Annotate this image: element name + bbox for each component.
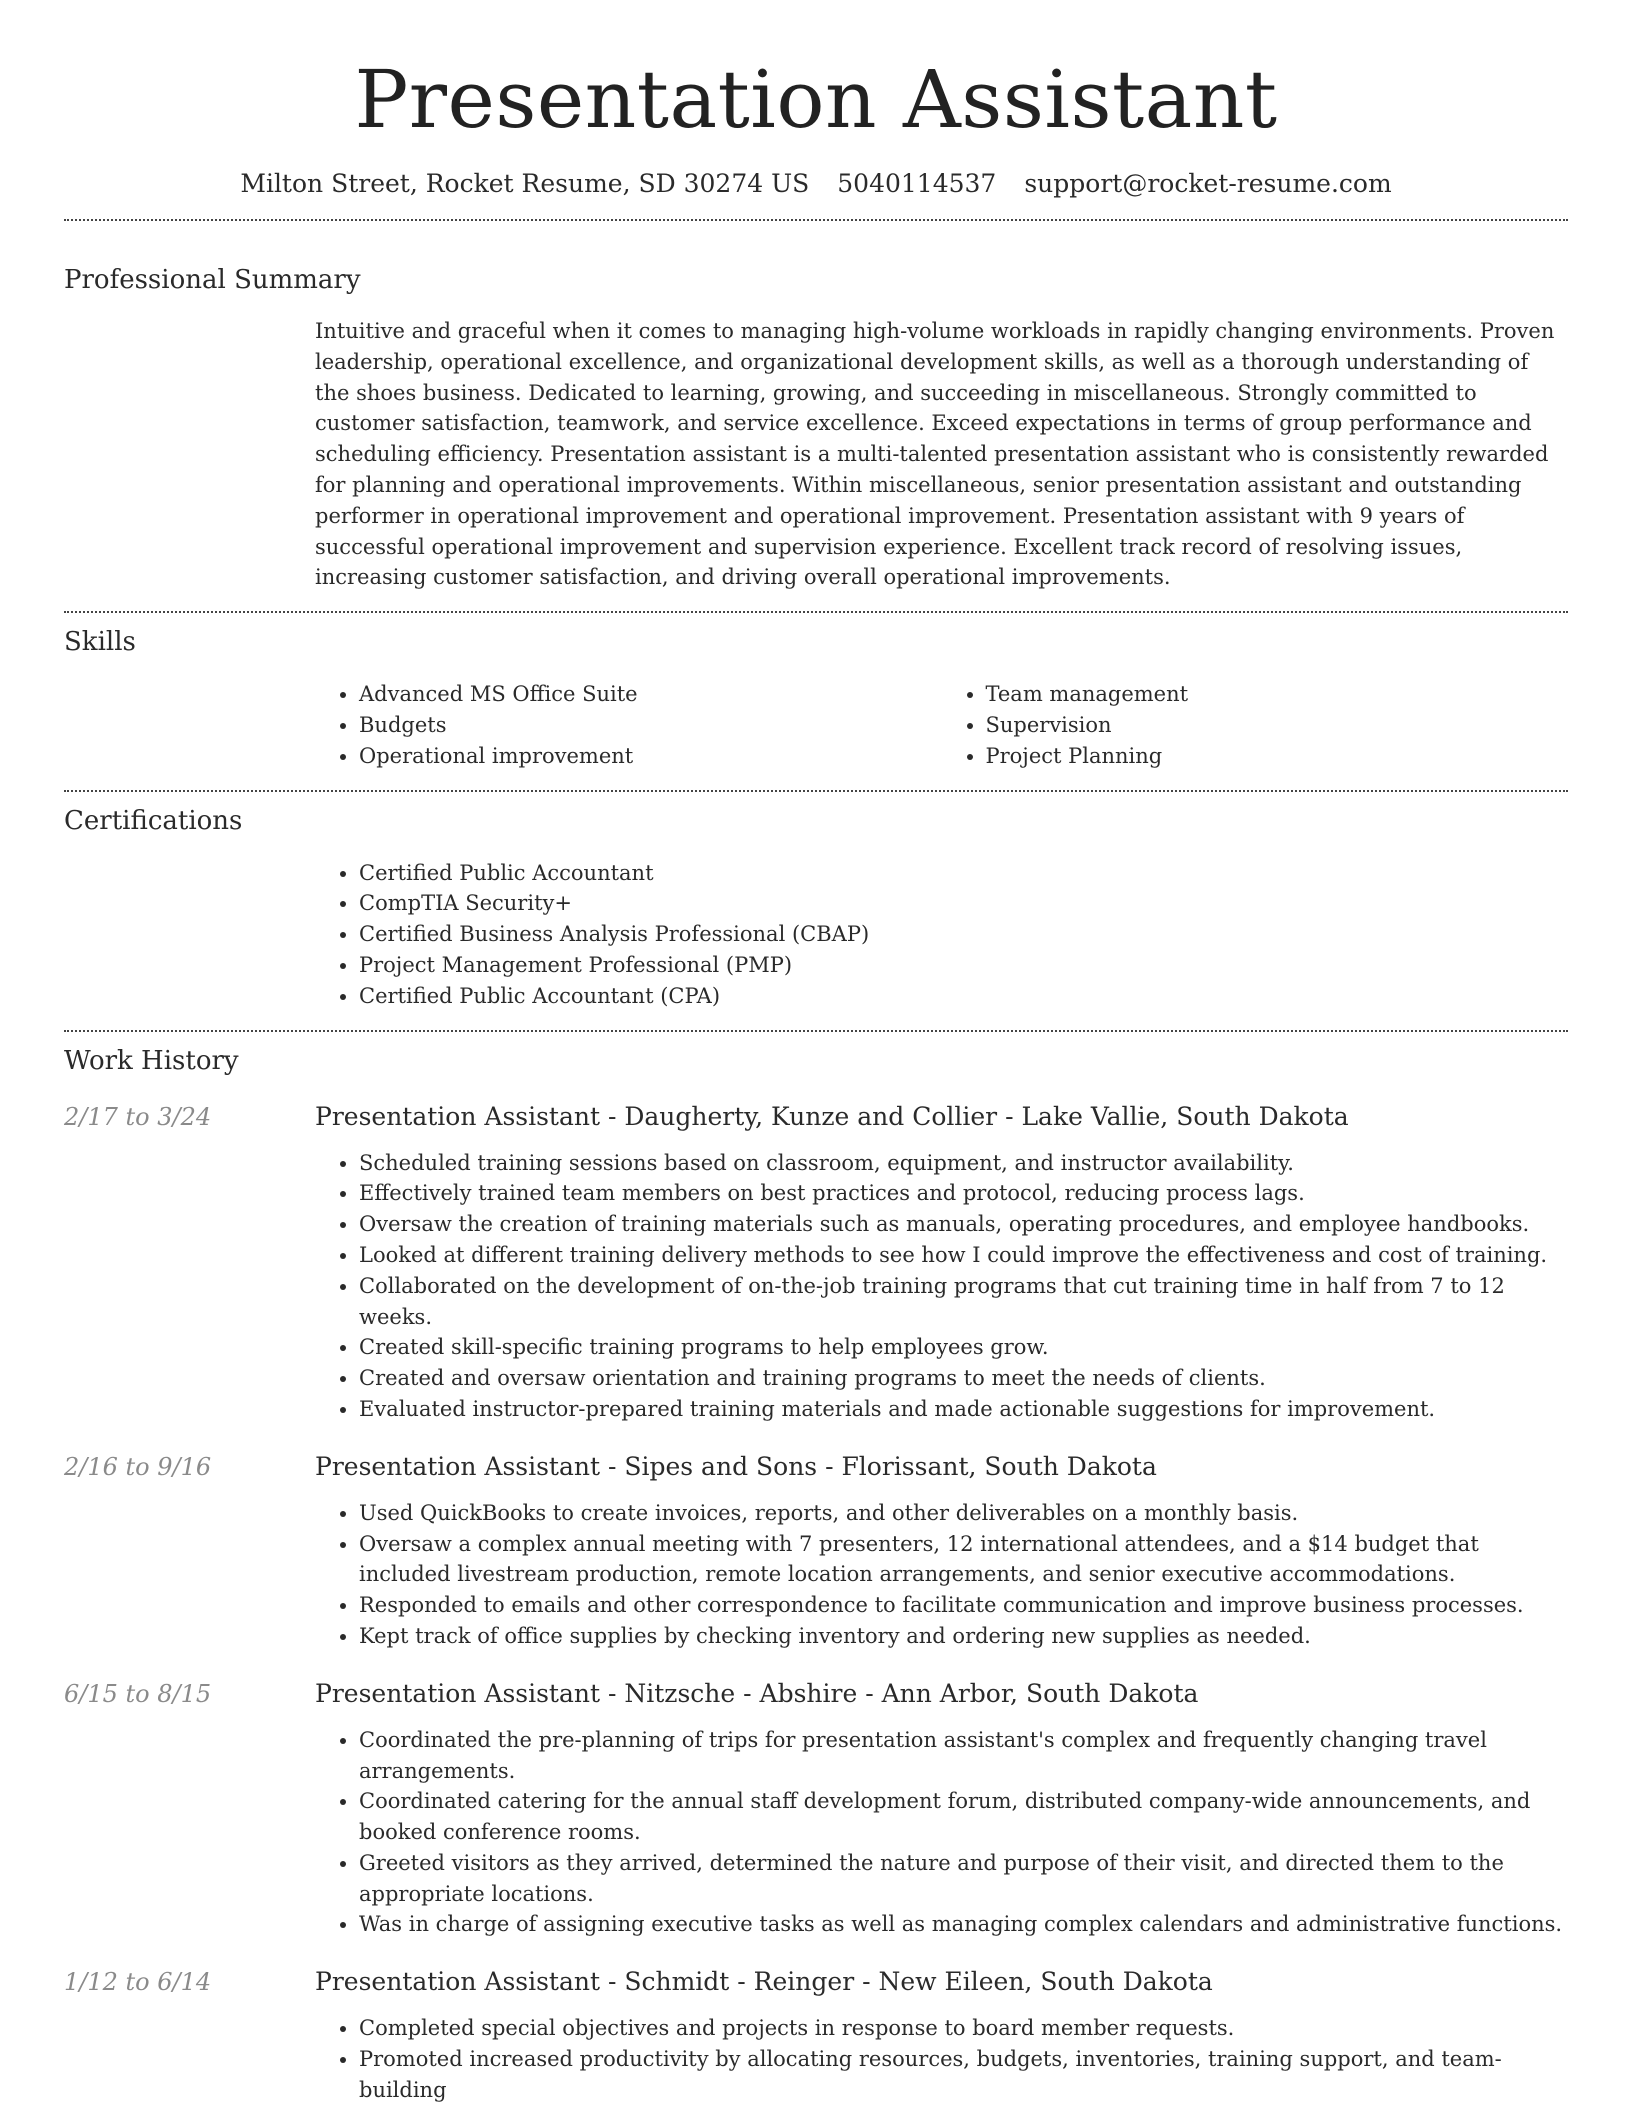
resume-name: Presentation Assistant (354, 53, 1278, 146)
summary-text: Intuitive and graceful when it comes to managing high-volume workloads in rapidly changing environments. Proven leadership, operational excellence, and organizational development skills, as well as a thorough understanding of the shoes business. Dedicated to learning, growing, and succeeding in miscellaneous. Strongly committed to customer satisfaction, teamwork, and service excellence. Exceed expectations in terms of group performance and scheduling efficiency. Presentation assistant is a multi-talented presentation assistant who is consistently rewarded for planning and operational improvements. Within miscellaneous, senior presentation assistant and outstanding performer in operational improvement and operational improvement. Presentation assistant with 9 years of successful operational improvement and supervision experience. Excellent track record of resolving issues, increasing customer satisfaction, and driving overall operational improvements. (315, 319, 1555, 590)
list-item: • Collaborated on the development of on-the-job training programs that cut training time in half from 7 to 12 weeks. (359, 1271, 1568, 1333)
job-entry (64, 1450, 1568, 1652)
job-title: Presentation Assistant - Nitzsche - Abshire - Ann Arbor, South Dakota (315, 1678, 1199, 1708)
job-header (64, 1100, 1568, 1134)
list-item: • Advanced MS Office Suite (359, 679, 942, 710)
skills-column-right (942, 679, 1569, 771)
work-history-section (64, 1044, 1568, 2106)
skills-list (315, 679, 1568, 771)
certifications-list (315, 858, 1568, 1012)
list-item: • Coordinated the pre-planning of trips for presentation assistant's complex and frequently changing travel arrangements. (359, 1725, 1568, 1787)
resume-page (64, 0, 1568, 2106)
list-item: • CompTIA Security+ (359, 888, 1568, 919)
list-item: • Looked at different training delivery methods to see how I could improve the effectiveness and cost of training. (359, 1240, 1568, 1271)
list-item: • Evaluated instructor-prepared training materials and made actionable suggestions for improvement. (359, 1394, 1568, 1425)
section-divider (64, 1030, 1568, 1032)
list-item: • Scheduled training sessions based on classroom, equipment, and instructor availability. (359, 1148, 1568, 1179)
phone-text: 5040114537 (837, 169, 997, 198)
job-entry (64, 1677, 1568, 1941)
job-title: Presentation Assistant - Sipes and Sons - Florissant, South Dakota (315, 1451, 1157, 1481)
section-divider (64, 219, 1568, 221)
job-bullets (315, 1148, 1568, 1425)
job-title: Presentation Assistant - Schmidt - Reinger - New Eileen, South Dakota (315, 1967, 1213, 1997)
list-item: • Was in charge of assigning executive tasks as well as managing complex calendars and administrative functions. (359, 1909, 1568, 1940)
list-item: • Team management (986, 679, 1569, 710)
list-item: • Completed special objectives and projects in response to board member requests. (359, 2013, 1568, 2044)
list-item: • Created skill-specific training programs to help employees grow. (359, 1332, 1568, 1363)
list-item: • Project Management Professional (PMP) (359, 950, 1568, 981)
skills-heading: Skills (64, 627, 136, 658)
job-entry (64, 1965, 1568, 2105)
skills-section (64, 625, 1568, 771)
list-item: • Effectively trained team members on best practices and protocol, reducing process lags. (359, 1178, 1568, 1209)
summary-section (64, 263, 1568, 593)
job-header (64, 1450, 1568, 1484)
list-item: • Certified Public Accountant (CPA) (359, 981, 1568, 1012)
list-item: • Project Planning (986, 741, 1569, 772)
list-item: • Certified Public Accountant (359, 858, 1568, 889)
list-item: • Promoted increased productivity by allocating resources, budgets, inventories, training support, and team-building (359, 2044, 1568, 2106)
work-history-heading: Work History (64, 1045, 239, 1076)
section-divider (64, 790, 1568, 792)
list-item: • Oversaw a complex annual meeting with 7 presenters, 12 international attendees, and a $14 budget that included livestream production, remote location arrangements, and senior executive accommodations. (359, 1529, 1568, 1591)
list-item: • Operational improvement (359, 741, 942, 772)
job-bullets (315, 1498, 1568, 1652)
list-item: • Oversaw the creation of training materials such as manuals, operating procedures, and employee handbooks. (359, 1209, 1568, 1240)
job-bullets (315, 2013, 1568, 2105)
list-item: • Budgets (359, 710, 942, 741)
job-dates: 6/15 to 8/15 (64, 1679, 212, 1708)
list-item: • Created and oversaw orientation and training programs to meet the needs of clients. (359, 1363, 1568, 1394)
list-item: • Kept track of office supplies by checking inventory and ordering new supplies as needed. (359, 1621, 1568, 1652)
job-dates: 2/16 to 9/16 (64, 1452, 212, 1481)
certifications-heading: Certifications (64, 805, 243, 836)
list-item: • Coordinated catering for the annual staff development forum, distributed company-wide announcements, and booked conference rooms. (359, 1786, 1568, 1848)
list-item: • Used QuickBooks to create invoices, reports, and other deliverables on a monthly basis. (359, 1498, 1568, 1529)
list-item: • Certified Business Analysis Professional (CBAP) (359, 919, 1568, 950)
job-title: Presentation Assistant - Daugherty, Kunze and Collier - Lake Vallie, South Dakota (315, 1101, 1349, 1131)
list-item: • Supervision (986, 710, 1569, 741)
job-dates: 1/12 to 6/14 (64, 1968, 212, 1997)
job-entry (64, 1100, 1568, 1425)
certifications-section (64, 804, 1568, 1012)
contact-line (64, 168, 1568, 200)
list-item: • Responded to emails and other correspondence to facilitate communication and improve business processes. (359, 1590, 1568, 1621)
address-text: Milton Street, Rocket Resume, SD 30274 US (240, 169, 810, 198)
skills-column-left (315, 679, 942, 771)
summary-heading: Professional Summary (64, 265, 361, 295)
email-link[interactable]: support@rocket-resume.com (1024, 169, 1392, 198)
job-dates: 2/17 to 3/24 (64, 1102, 212, 1131)
list-item: • Greeted visitors as they arrived, determined the nature and purpose of their visit, and directed them to the appropriate locations. (359, 1848, 1568, 1910)
job-header (64, 1677, 1568, 1711)
job-bullets (315, 1725, 1568, 1941)
section-divider (64, 611, 1568, 613)
job-header (64, 1965, 1568, 1999)
